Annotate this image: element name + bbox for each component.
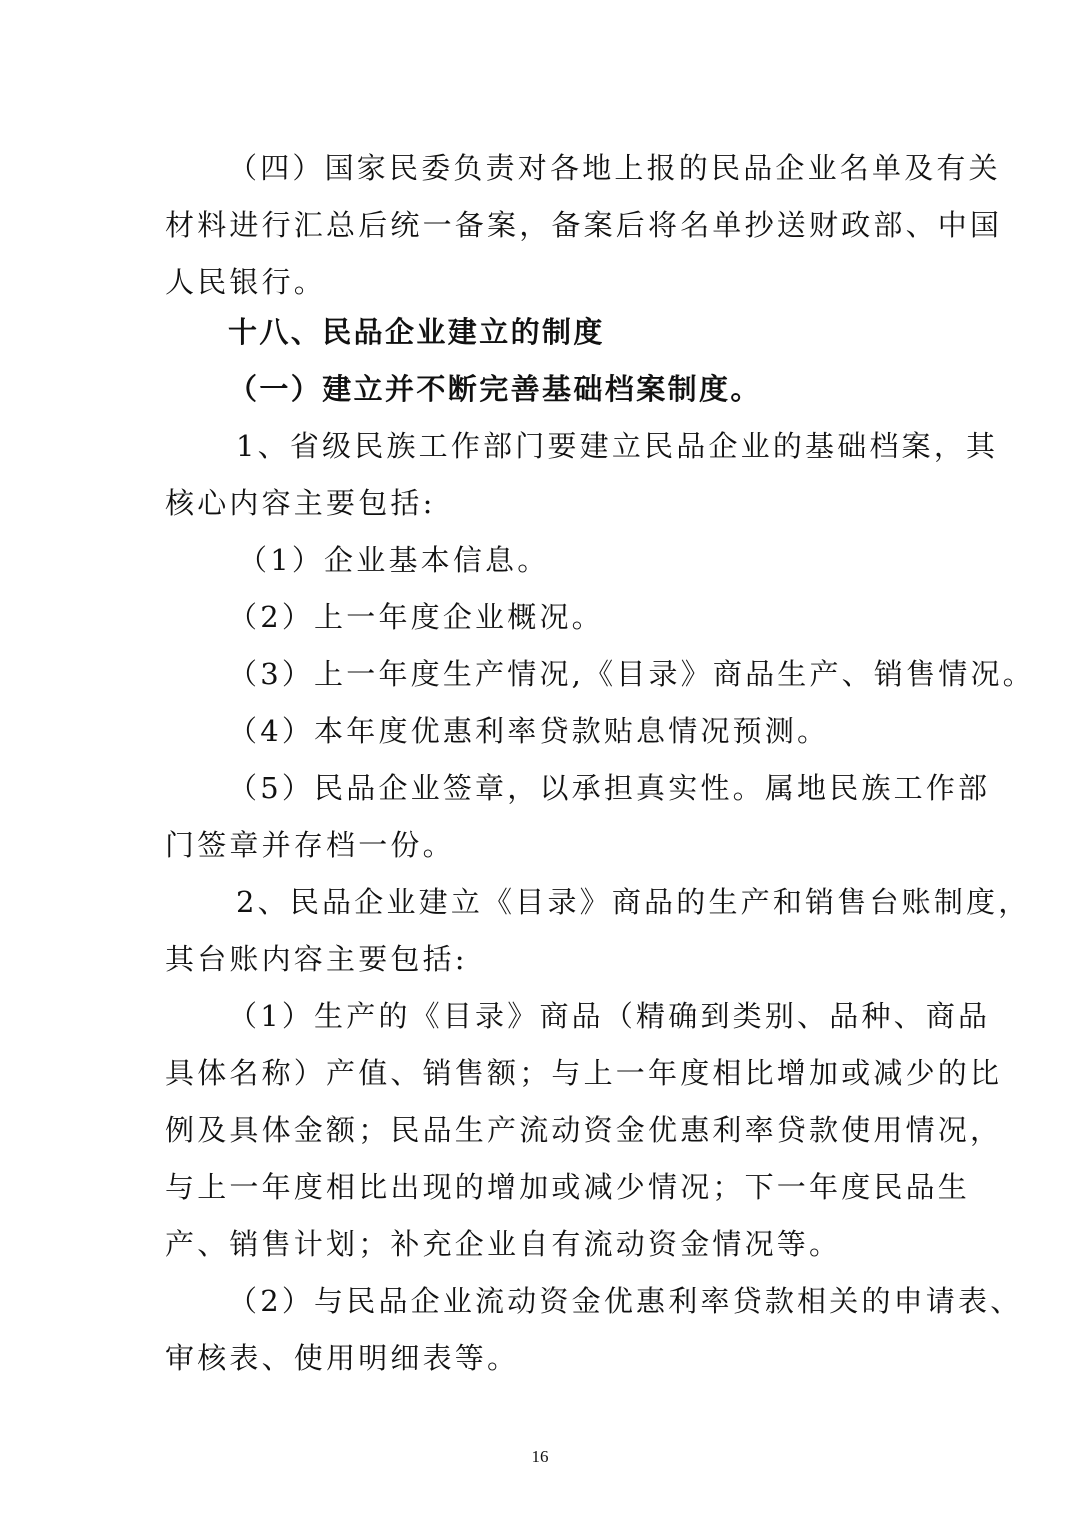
- paragraph-line: 2、民品企业建立《目录》商品的生产和销售台账制度，: [236, 885, 1031, 919]
- paragraph-line: 门签章并存档一份。: [165, 828, 455, 862]
- paragraph-line: 其台账内容主要包括:: [165, 942, 468, 976]
- list-item: （3）上一年度生产情况,《目录》商品生产、销售情况。: [228, 657, 1035, 691]
- paragraph-line: 材料进行汇总后统一备案，备案后将名单抄送财政部、中国: [165, 208, 1003, 242]
- paragraph-line: 人民银行。: [165, 265, 327, 299]
- paragraph-line: （四）国家民委负责对各地上报的民品企业名单及有关: [228, 151, 1001, 185]
- paragraph-line: 核心内容主要包括:: [165, 486, 436, 520]
- page-number: 16: [531, 1447, 549, 1466]
- list-item: （2）上一年度企业概况。: [228, 600, 604, 634]
- list-item: （1）生产的《目录》商品（精确到类别、品种、商品: [228, 999, 991, 1033]
- paragraph-line: 具体名称）产值、销售额；与上一年度相比增加或减少的比: [165, 1056, 1003, 1090]
- list-item: （5）民品企业签章，以承担真实性。属地民族工作部: [228, 771, 991, 805]
- subsection-heading: （一）建立并不断完善基础档案制度。: [228, 372, 762, 406]
- paragraph-line: 与上一年度相比出现的增加或减少情况；下一年度民品生: [165, 1170, 971, 1204]
- list-item: （4）本年度优惠利率贷款贴息情况预测。: [228, 714, 830, 748]
- section-heading: 十八、民品企业建立的制度: [228, 315, 605, 349]
- paragraph-line: 例及具体金额；民品生产流动资金优惠利率贷款使用情况，: [165, 1113, 1003, 1147]
- list-item: （2）与民品企业流动资金优惠利率贷款相关的申请表、: [228, 1284, 1023, 1318]
- paragraph-line: 产、销售计划；补充企业自有流动资金情况等。: [165, 1227, 842, 1261]
- paragraph-line: 1、省级民族工作部门要建立民品企业的基础档案，其: [236, 429, 999, 463]
- paragraph-line: 审核表、使用明细表等。: [165, 1341, 520, 1375]
- list-item: （1）企业基本信息。: [238, 543, 550, 577]
